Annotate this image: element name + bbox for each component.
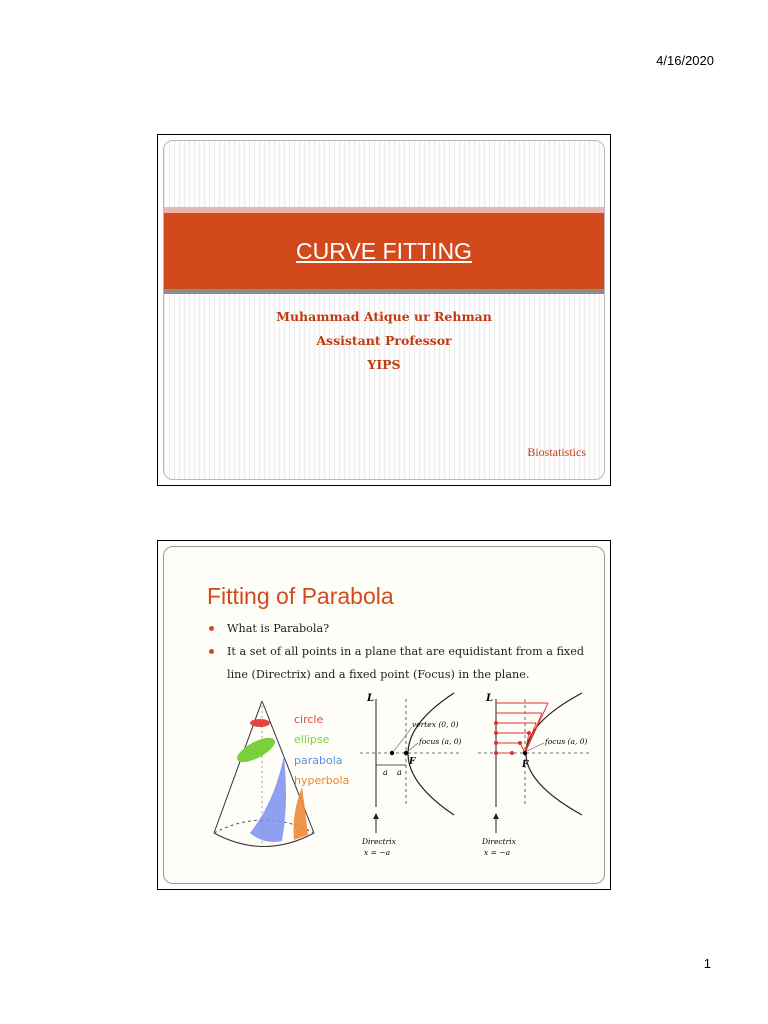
author-block (164, 305, 604, 377)
vertex-label: vertex (0, 0) (412, 720, 459, 729)
ellipse-label: ellipse (294, 733, 330, 746)
equidistant-lines (496, 703, 548, 753)
arrow-head-icon (373, 813, 379, 819)
page-number: 1 (703, 956, 711, 971)
author-position: Assistant Professor (316, 333, 452, 348)
circle-label: circle (294, 713, 324, 726)
slide-2-background (163, 546, 605, 884)
focus-label: focus (a, 0) (545, 737, 588, 746)
title-band-shadow (164, 289, 604, 294)
hyperbola-label: hyperbola (294, 774, 350, 787)
vertex-pointer (394, 727, 412, 751)
parabola-curve (526, 693, 582, 815)
directrix-label: Directrix (482, 837, 516, 846)
conic-sections-figure (202, 693, 375, 855)
bullet-dot-icon (209, 626, 214, 631)
directrix-equation: x = −a (364, 848, 391, 857)
slide-2 (157, 540, 611, 890)
focus-point-label: F (522, 760, 529, 770)
bullet-list (207, 617, 605, 686)
page-date: 4/16/2020 (656, 53, 714, 68)
focus-label: focus (a, 0) (419, 737, 462, 746)
slide-2-title: Fitting of Parabola (207, 583, 394, 609)
parabola-section (250, 755, 286, 842)
focus-pointer (527, 743, 544, 751)
parabola-diagram-equidistant (472, 689, 597, 864)
parabola-diagram-vertex (356, 689, 466, 864)
bullet-item (207, 640, 605, 686)
axis-label: L (486, 693, 494, 704)
author-institution: YIPS (367, 357, 401, 372)
focus-point-label: F (409, 757, 416, 767)
distance-label-left: a (383, 768, 388, 777)
axis-label: L (367, 693, 375, 704)
author-name: Muhammad Atique ur Rehman (276, 309, 492, 324)
bullet-text: What is Parabola? (227, 622, 330, 635)
parabola-curve (408, 693, 454, 815)
directrix-label: Directrix (362, 837, 396, 846)
directrix-equation: x = −a (484, 848, 511, 857)
distance-label-right: a (397, 768, 402, 777)
course-label: Biostatistics (527, 445, 586, 459)
arrow-head-icon (493, 813, 499, 819)
parabola-label: parabola (294, 754, 343, 767)
bullet-text: It a set of all points in a plane that are equidistant from a fixed line (Directrix) and a fixed point (Focus) in the plane. (227, 645, 585, 681)
slide-1-title: CURVE FITTING (296, 238, 472, 264)
focus-point (404, 751, 408, 755)
bullet-item (207, 617, 605, 640)
circle-section (250, 719, 270, 727)
bullet-dot-icon (209, 649, 214, 654)
slide-1-background (163, 140, 605, 480)
focus-point (523, 751, 527, 755)
slide-1 (157, 134, 611, 486)
vertex-point (390, 751, 394, 755)
